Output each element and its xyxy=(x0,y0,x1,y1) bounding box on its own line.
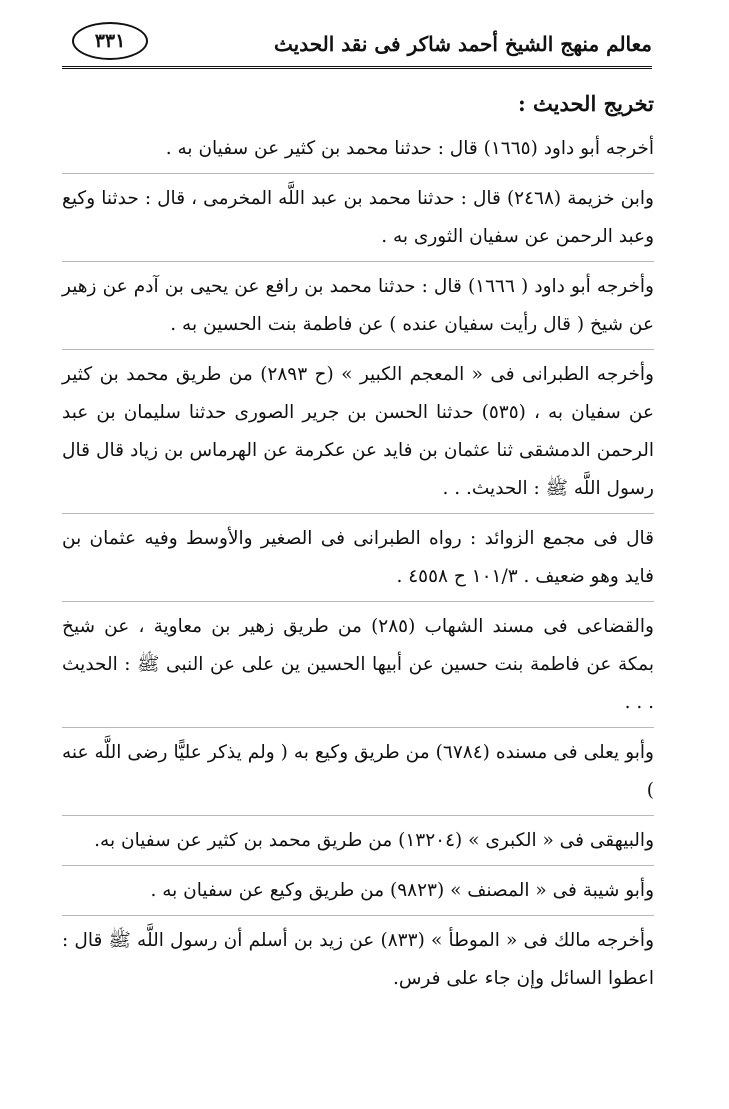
page-header xyxy=(62,20,652,72)
paragraph-separator xyxy=(62,727,654,728)
header-rule xyxy=(62,66,652,69)
page-body xyxy=(62,80,654,998)
paragraph-abu-dawud-1666: وأخرجه أبو داود ( ١٦٦٦) قال : حدثنا محمد بن رافع عن يحيى بن آدم عن زهير عن شيخ ( قال رأيت سفيان عنده ) عن فاطمة بنت الحسين به . xyxy=(62,276,654,335)
paragraph-separator xyxy=(62,349,654,350)
paragraph-malik-muwatta: وأخرجه مالك فى « الموطأ » (٨٣٣) عن زيد بن أسلم أن رسول اللَّه ﷺ قال : اعطوا السائل وإن جاء على فرس. xyxy=(62,930,655,989)
paragraph-bayhaqi: والبيهقى فى « الكبرى » (١٣٢٠٤) من طريق محمد بن كثير عن سفيان به. xyxy=(94,830,654,851)
paragraph-abu-dawud-1665: أخرجه أبو داود (١٦٦٥) قال : حدثنا محمد بن كثير عن سفيان به . xyxy=(165,138,654,159)
paragraph-separator xyxy=(62,815,654,816)
paragraph-abu-yala: وأبو يعلى فى مسنده (٦٧٨٤) من طريق وكيع به ( ولم يذكر عليًّا رضى اللَّه عنه ) xyxy=(62,742,654,801)
page-number: ٣٣١ xyxy=(72,22,148,60)
paragraph-separator xyxy=(62,513,654,514)
paragraph-ibn-khuzaymah: وابن خزيمة (٢٤٦٨) قال : حدثنا محمد بن عبد اللَّه المخرمى ، قال : حدثنا وكيع وعبد الرحمن عن سفيان الثورى به . xyxy=(62,188,654,247)
paragraph-abu-shaybah: وأبو شيبة فى « المصنف » (٩٨٢٣) من طريق وكيع عن سفيان به . xyxy=(150,880,654,901)
paragraph-separator xyxy=(62,261,654,262)
paragraph-tabarani: وأخرجه الطبرانى فى « المعجم الكبير » (ح ٢٨٩٣) من طريق محمد بن كثير عن سفيان به ، (٥٣٥) حدثنا الحسن بن جرير الصورى حدثنا سليمان بن عبد الرحمن الدمشقى ثنا عثمان بن فايد عن عكرمة عن الهرماس بن زياد قال قال رسول اللَّه ﷺ : الحديث. . . xyxy=(62,364,654,499)
paragraph-separator xyxy=(62,865,654,866)
paragraph-separator xyxy=(62,601,654,602)
running-title: معالم منهج الشيخ أحمد شاكر فى نقد الحديث xyxy=(274,32,652,56)
paragraph-separator xyxy=(62,915,654,916)
paragraph-majma-al-zawaid: قال فى مجمع الزوائد : رواه الطبرانى فى الصغير والأوسط وفيه عثمان بن فايد وهو ضعيف . ١٠١/٣ ح ٤٥٥٨ . xyxy=(62,528,654,587)
section-title: تخريج الحديث : xyxy=(517,91,654,116)
paragraph-separator xyxy=(62,173,654,174)
paragraph-qudai: والقضاعى فى مسند الشهاب (٢٨٥) من طريق زهير بن معاوية ، عن شيخ بمكة عن فاطمة بنت حسين عن أبيها الحسين ين على عن النبى ﷺ : الحديث . . . xyxy=(62,616,654,713)
